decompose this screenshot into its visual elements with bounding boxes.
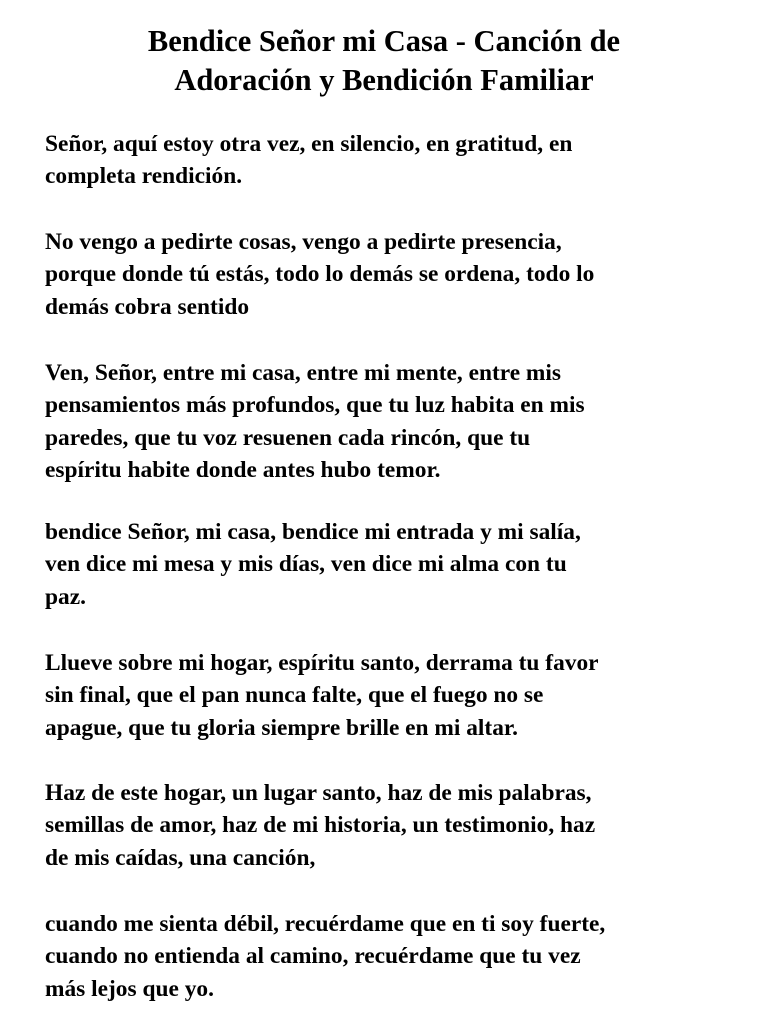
paragraph-4: bendice Señor, mi casa, bendice mi entrada y mi salía, ven dice mi mesa y mis días, ven dice mi alma con tu paz.	[45, 519, 581, 610]
paragraph-2: No vengo a pedirte cosas, vengo a pedirte presencia, porque donde tú estás, todo lo demás se ordena, todo lo demás cobra sentido	[45, 229, 595, 320]
paragraph-7: cuando me sienta débil, recuérdame que en ti soy fuerte, cuando no entienda al camino, recuérdame que tu vez más lejos que yo.	[45, 911, 606, 1002]
paragraph-3: Ven, Señor, entre mi casa, entre mi mente, entre mis pensamientos más profundos, que tu luz habita en mis paredes, que tu voz resuenen cada rincón, que tu espíritu habite donde antes hubo temor.	[45, 360, 585, 483]
paragraph-5: Llueve sobre mi hogar, espíritu santo, derrama tu favor sin final, que el pan nunca falte, que el fuego no se apague, que tu gloria siempre brille en mi altar.	[45, 650, 599, 741]
paragraph-1: Señor, aquí estoy otra vez, en silencio, en gratitud, en completa rendición.	[45, 131, 573, 190]
paragraph-6: Haz de este hogar, un lugar santo, haz de mis palabras, semillas de amor, haz de mi historia, un testimonio, haz de mis caídas, una canción,	[45, 780, 596, 871]
page-title: Bendice Señor mi Casa - Canción de Adoración y Bendición Familiar	[147, 24, 621, 97]
